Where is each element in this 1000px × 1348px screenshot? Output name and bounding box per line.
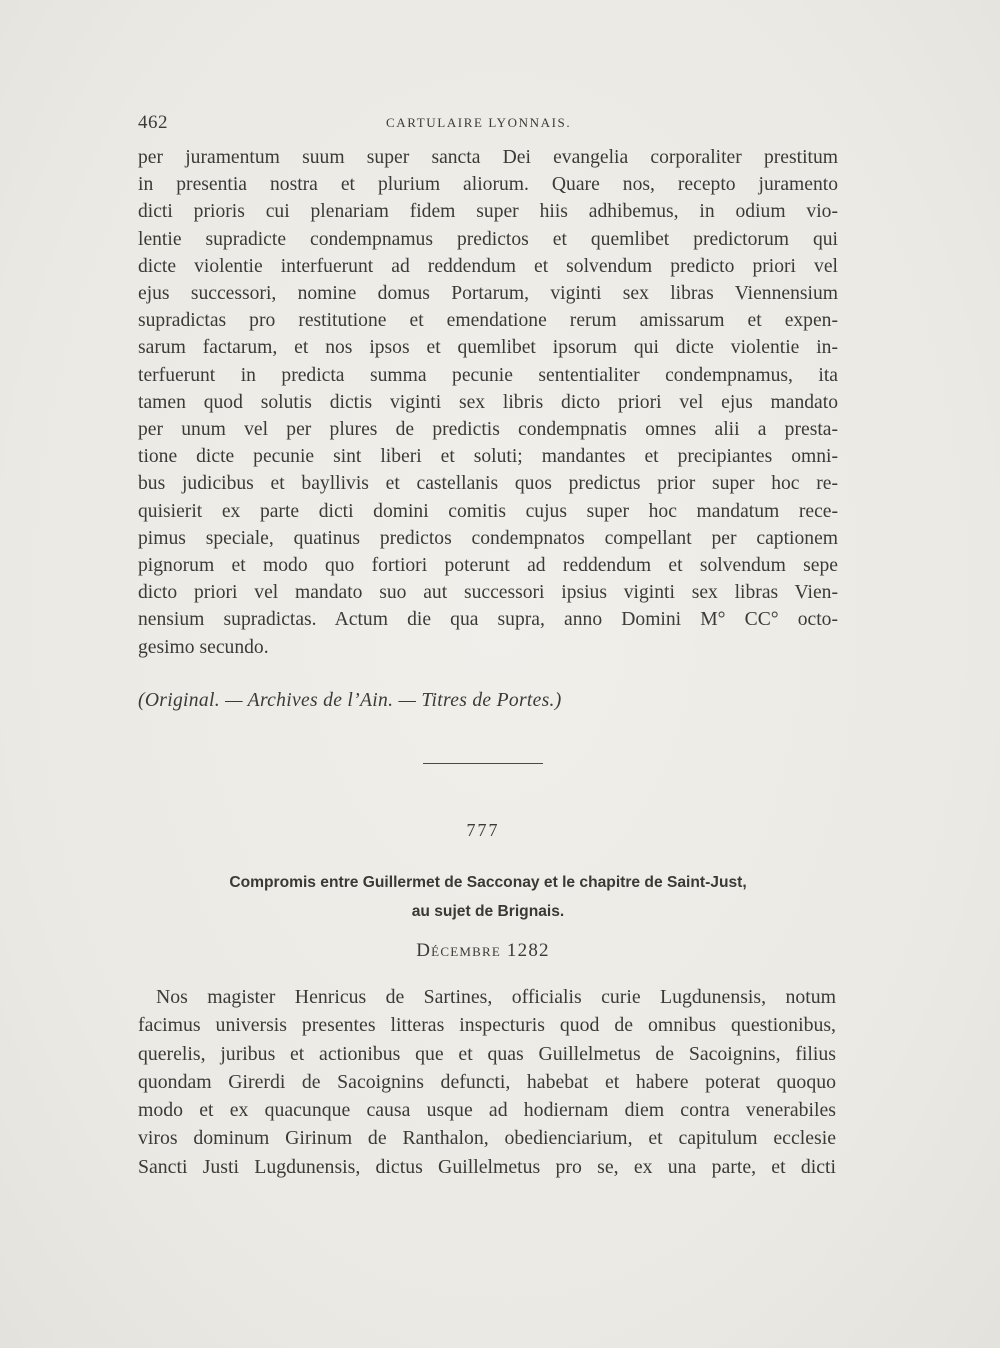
text-line: bus judicibus et bayllivis et castellanis quos predictus prior super hoc re- bbox=[138, 473, 838, 495]
source-note: (Original. — Archives de l’Ain. — Titres de Portes.) bbox=[138, 690, 562, 711]
text-line: querelis, juribus et actionibus que et quas Guillelmetus de Sacoignins, filius bbox=[138, 1042, 836, 1065]
text-line: Nos magister Henricus de Sartines, officialis curie Lugdunensis, notum bbox=[156, 986, 836, 1008]
text-line: dicte violentie interfuerunt ad reddendum et solvendum predicto priori vel bbox=[138, 255, 838, 277]
section-divider bbox=[423, 763, 543, 764]
charter-number: 777 bbox=[466, 820, 500, 840]
text-line: pimus speciale, quatinus predictos condempnatos compellant per captionem bbox=[138, 527, 838, 549]
text-line: quisierit ex parte dicti domini comitis cujus super hoc mandatum rece- bbox=[138, 500, 838, 522]
text-line: dicto priori vel mandato suo aut successori ipsius viginti sex libras Vien- bbox=[138, 582, 838, 604]
charter-title-line: Compromis entre Guillermet de Sacconay et le chapitre de Saint-Just, bbox=[229, 874, 747, 891]
text-line: lentie supradicte condempnamus predictos et quemlibet predictorum qui bbox=[138, 228, 838, 250]
text-line: facimus universis presentes litteras inspecturis quod de omnibus questionibus, bbox=[138, 1014, 836, 1037]
text-line: supradictas pro restitutione et emendatione rerum amissarum et expen- bbox=[138, 310, 838, 332]
text-line: tamen quod solutis dictis viginti sex libris dicto priori vel ejus mandato bbox=[138, 391, 838, 413]
charter-text bbox=[138, 983, 836, 1181]
charter-title-line: au sujet de Brignais. bbox=[411, 903, 565, 920]
text-line: pignorum et modo quo fortiori poterunt ad reddendum et solvendum sepe bbox=[138, 555, 838, 577]
text-line: modo et ex quacunque causa usque ad hodiernam diem contra venerabiles bbox=[138, 1099, 836, 1122]
text-line: quondam Girerdi de Sacoignins defuncti, habebat et habere poterat quoquo bbox=[138, 1070, 836, 1093]
text-line: sarum factarum, et nos ipsos et quemlibet ipsorum qui dicte violentie in- bbox=[138, 337, 838, 359]
text-line: per unum vel per plures de predictis condempnatis omnes alii a presta- bbox=[138, 419, 838, 441]
text-line: ejus successori, nomine domus Portarum, viginti sex libras Viennensium bbox=[138, 283, 838, 305]
page-number: 462 bbox=[138, 112, 168, 133]
text-line: dicti prioris cui plenariam fidem super hiis adhibemus, in odium vio- bbox=[138, 201, 838, 223]
running-head bbox=[138, 112, 838, 136]
text-line: Sancti Justi Lugdunensis, dictus Guillelmetus pro se, ex una parte, et dicti bbox=[138, 1155, 836, 1178]
text-line: in presentia nostra et plurium aliorum. Quare nos, recepto juramento bbox=[138, 174, 838, 196]
charter-title bbox=[138, 868, 838, 926]
text-line: per juramentum suum super sancta Dei evangelia corporaliter prestitum bbox=[138, 147, 838, 168]
text-line: nensium supradictas. Actum die qua supra, anno Domini M° CC° octo- bbox=[138, 609, 838, 631]
text-line: gesimo secundo. bbox=[138, 636, 269, 658]
running-head-title: CARTULAIRE LYONNAIS. bbox=[386, 115, 572, 130]
text-line: terfuerunt in predicta summa pecunie sententialiter condempnamus, ita bbox=[138, 364, 838, 386]
first-passage bbox=[138, 144, 838, 661]
text-line: viros dominum Girinum de Ranthalon, obedienciarium, et capitulum ecclesie bbox=[138, 1127, 836, 1150]
charter-date: Décembre 1282 bbox=[416, 940, 550, 961]
text-line: tione dicte pecunie sint liberi et soluti; mandantes et precipiantes omni- bbox=[138, 446, 838, 468]
